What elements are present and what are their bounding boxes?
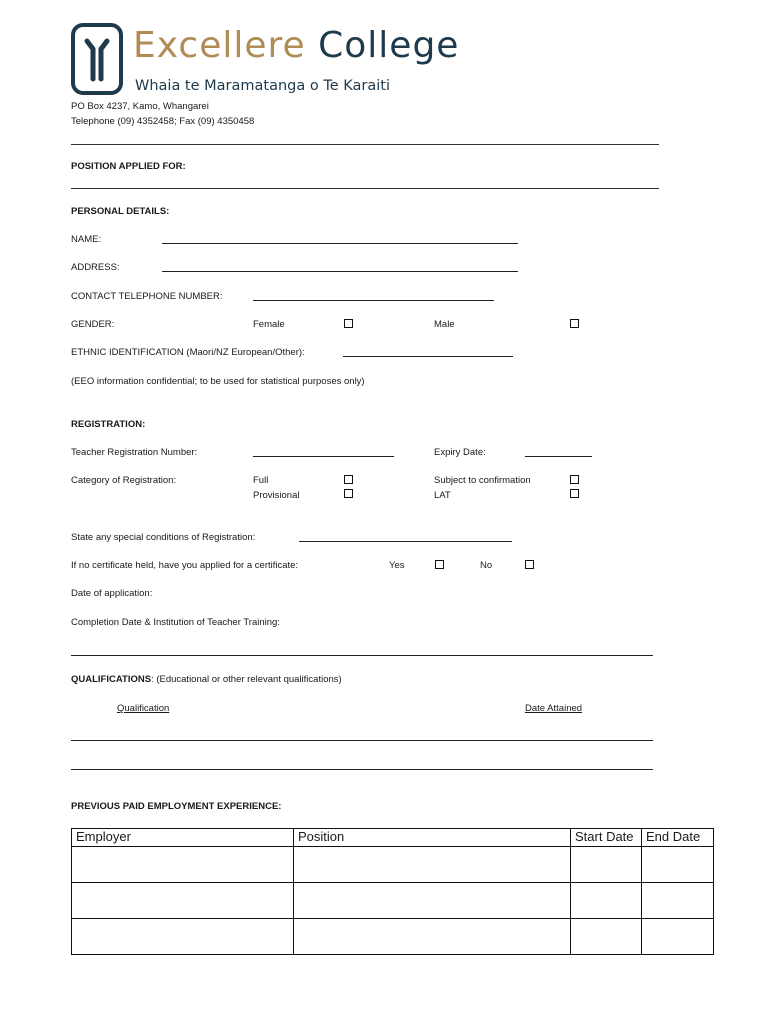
completion-field[interactable] [71,655,653,656]
divider [71,144,659,145]
position-cell[interactable] [294,919,571,955]
address-line: PO Box 4237, Kamo, Whangarei [71,101,209,112]
employment-table [71,828,714,955]
cert-question: If no certificate held, have you applied for a certificate: [71,560,299,571]
lat-label: LAT [434,490,451,501]
employment-heading: PREVIOUS PAID EMPLOYMENT EXPERIENCE: [71,801,282,812]
start-date-cell[interactable] [571,883,642,919]
end-date-column-header: End Date [642,829,714,847]
employer-cell[interactable] [72,919,294,955]
special-conditions-label: State any special conditions of Registration: [71,532,256,543]
completion-label: Completion Date & Institution of Teacher Training: [71,617,280,628]
start-date-cell[interactable] [571,919,642,955]
qualifications-heading-row [71,674,342,685]
qualifications-heading: QUALIFICATIONS [71,674,152,685]
table-row [72,847,714,883]
end-date-cell[interactable] [642,919,714,955]
teacher-reg-field[interactable] [253,456,394,457]
table-header-row [72,829,714,847]
full-checkbox[interactable] [344,475,353,484]
start-date-cell[interactable] [571,847,642,883]
employer-cell[interactable] [72,883,294,919]
brand-name [133,26,459,66]
divider [71,188,659,189]
special-conditions-field[interactable] [299,541,512,542]
address-field[interactable] [162,271,518,272]
registration-heading: REGISTRATION: [71,419,146,430]
eeo-note: (EEO information confidential; to be used for statistical purposes only) [71,376,365,387]
expiry-field[interactable] [525,456,592,457]
no-checkbox[interactable] [525,560,534,569]
start-date-column-header: Start Date [571,829,642,847]
qualification-column-header: Qualification [117,703,170,714]
female-checkbox[interactable] [344,319,353,328]
contact-phone-label: CONTACT TELEPHONE NUMBER: [71,291,223,302]
end-date-cell[interactable] [642,847,714,883]
employer-cell[interactable] [72,847,294,883]
male-label: Male [434,319,455,330]
position-cell[interactable] [294,847,571,883]
brand-part2: College [318,25,460,66]
category-label: Category of Registration: [71,475,177,486]
name-field[interactable] [162,243,518,244]
provisional-label: Provisional [253,490,300,501]
date-attained-column-header: Date Attained [525,703,583,714]
ethnic-field[interactable] [343,356,513,357]
subject-conf-checkbox[interactable] [570,475,579,484]
phone-line: Telephone (09) 4352458; Fax (09) 4350458 [71,116,255,127]
address-label: ADDRESS: [71,262,120,273]
qualification-field[interactable] [71,769,653,770]
name-label: NAME: [71,234,102,245]
lat-checkbox[interactable] [570,489,579,498]
male-checkbox[interactable] [570,319,579,328]
expiry-label: Expiry Date: [434,447,486,458]
female-label: Female [253,319,285,330]
position-cell[interactable] [294,883,571,919]
provisional-checkbox[interactable] [344,489,353,498]
employer-column-header: Employer [72,829,294,847]
end-date-cell[interactable] [642,883,714,919]
ethnic-label: ETHNIC IDENTIFICATION (Maori/NZ European/Other): [71,347,305,358]
personal-heading: PERSONAL DETAILS: [71,206,170,217]
subject-conf-label: Subject to confirmation [434,475,531,486]
full-label: Full [253,475,269,486]
qualification-field[interactable] [71,740,653,741]
qualifications-note: : (Educational or other relevant qualifications) [151,674,342,685]
teacher-reg-label: Teacher Registration Number: [71,447,198,458]
tagline: Whaia te Maramatanga o Te Karaiti [135,78,390,94]
table-row [72,883,714,919]
position-label: POSITION APPLIED FOR: [71,161,186,172]
no-label: No [480,560,493,571]
yes-checkbox[interactable] [435,560,444,569]
date-application-label: Date of application: [71,588,153,599]
college-logo-icon [71,23,123,95]
brand-part1: Excellere [133,25,306,66]
table-row [72,919,714,955]
yes-label: Yes [389,560,405,571]
position-column-header: Position [294,829,571,847]
contact-phone-field[interactable] [253,300,494,301]
gender-label: GENDER: [71,319,115,330]
